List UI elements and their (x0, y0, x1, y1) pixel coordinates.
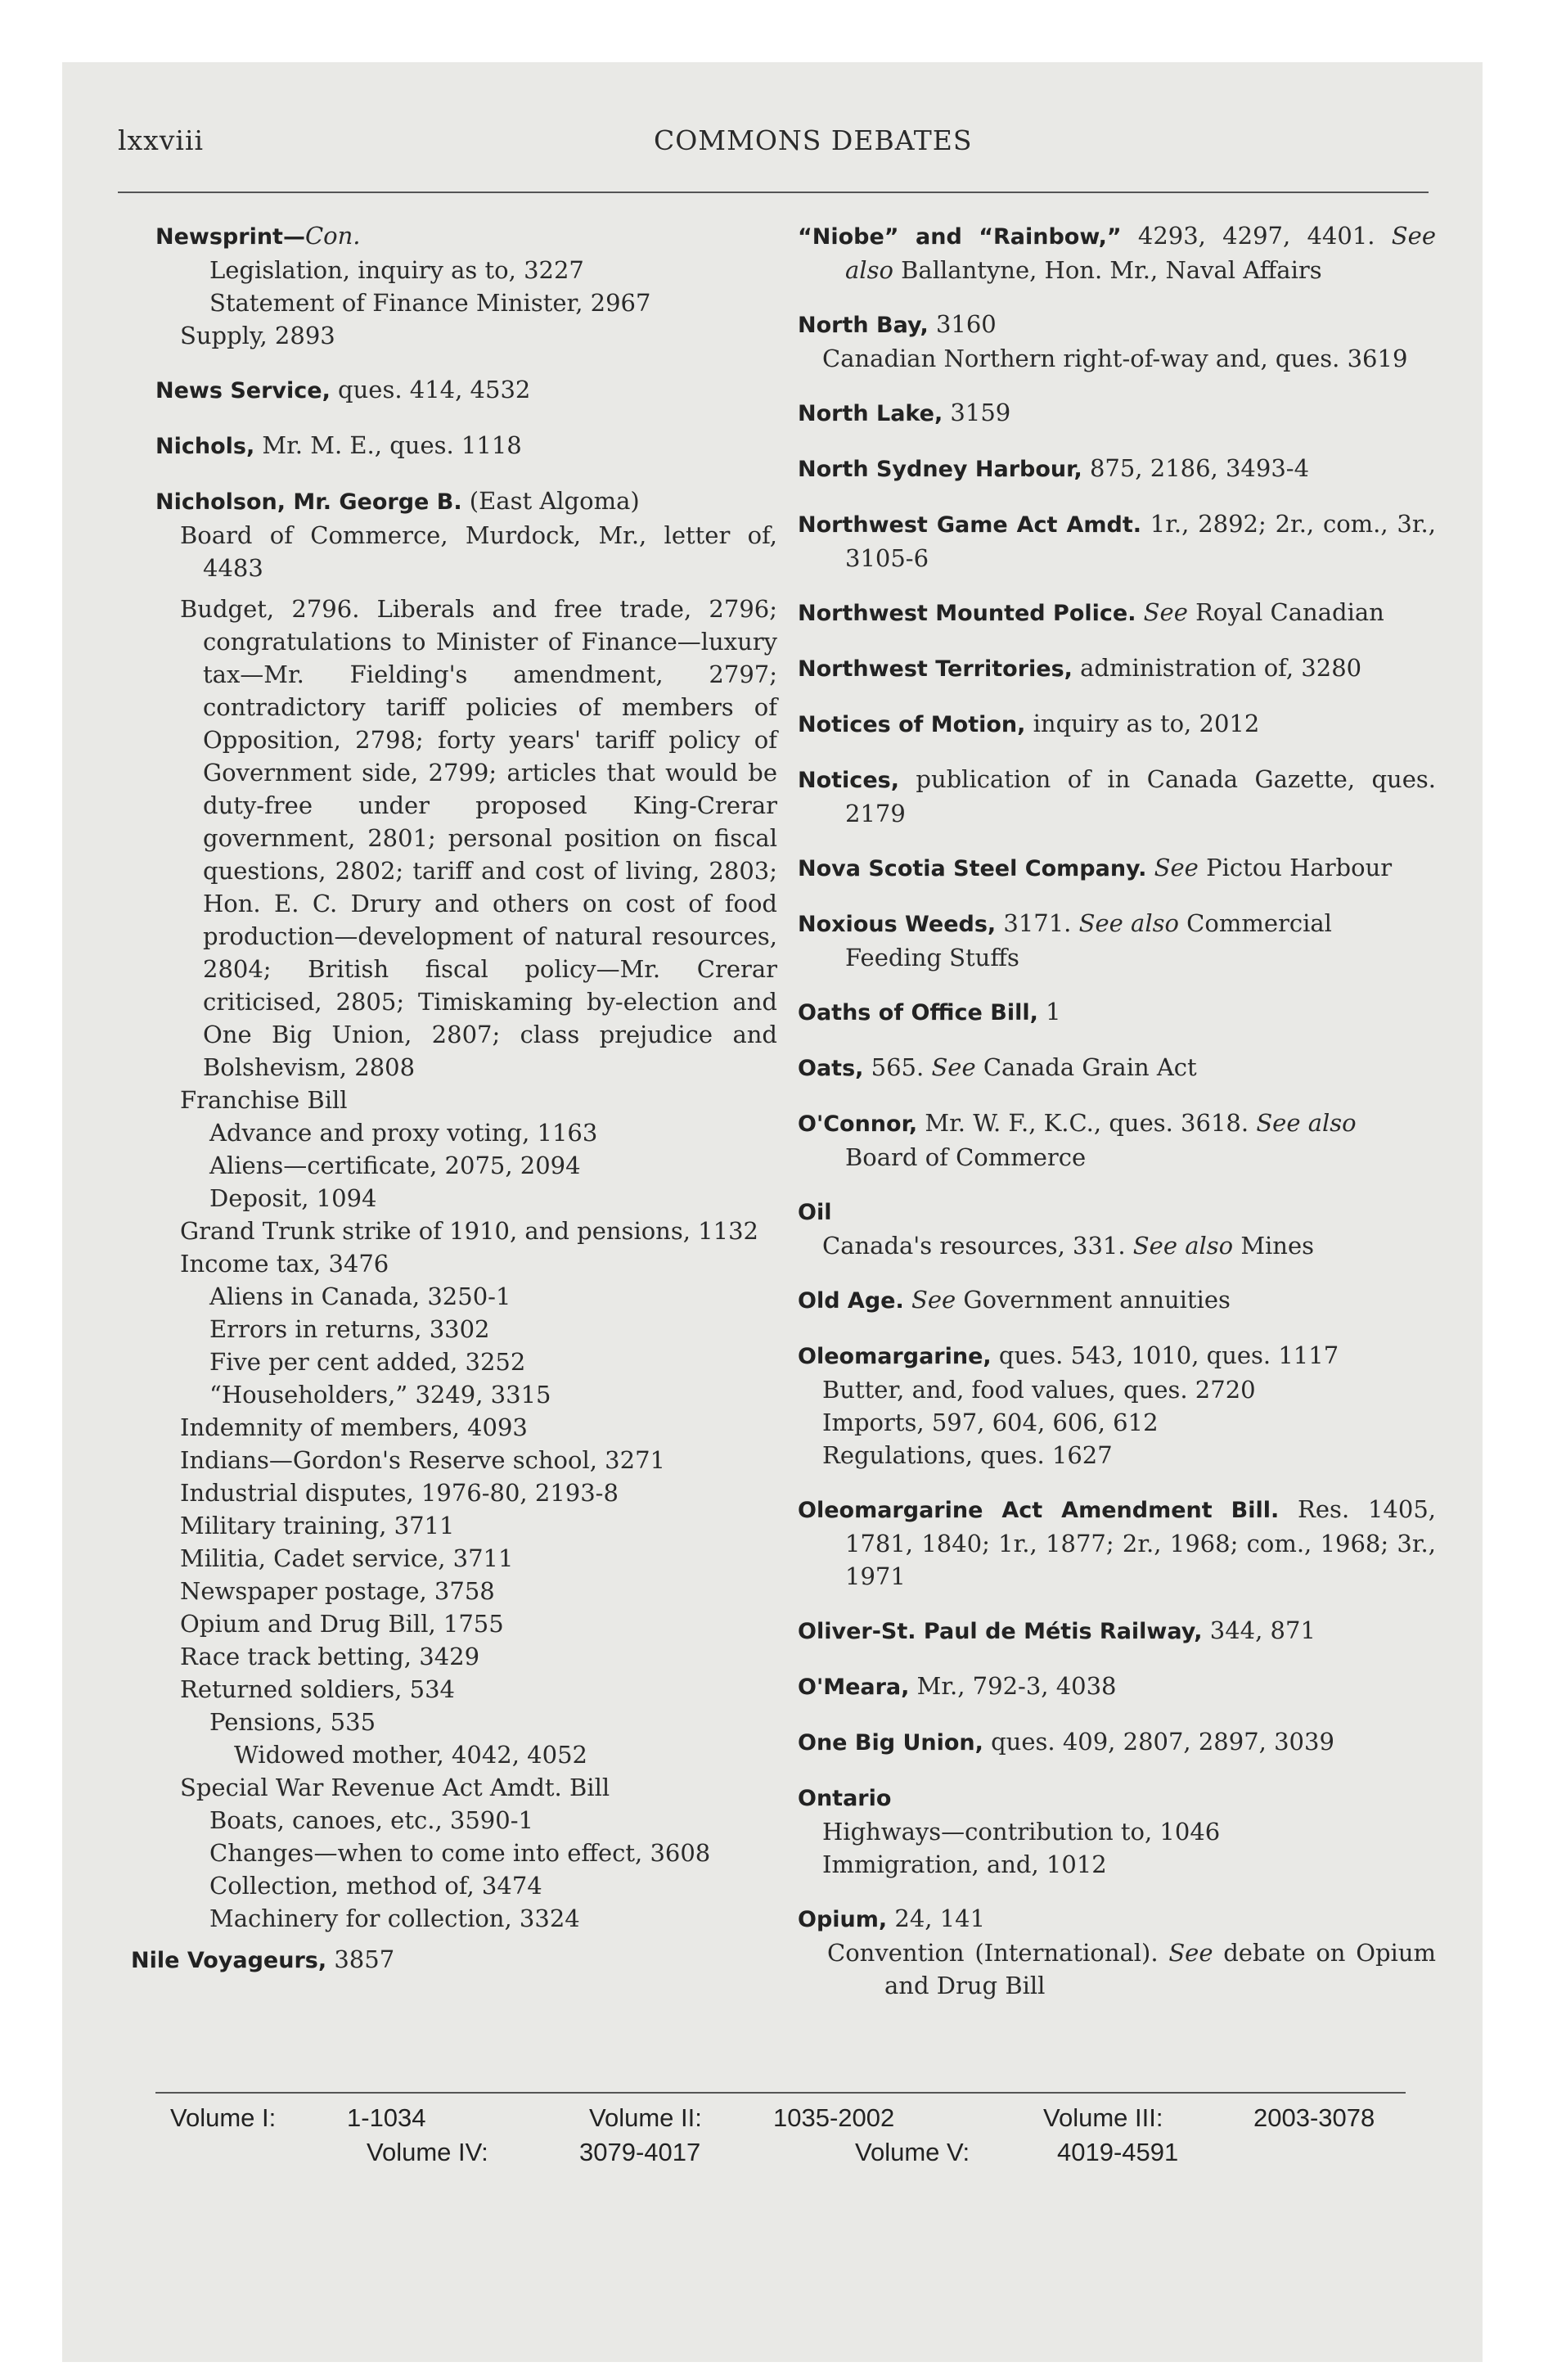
entry-oliver-st-paul: Oliver-St. Paul de Métis Railway, 344, 871 (798, 1616, 1316, 1644)
left-column (131, 219, 777, 1977)
subentry-franchise-bill: Franchise Bill (180, 1086, 348, 1114)
subentry: “Householders,” 3249, 3315 (209, 1381, 551, 1409)
entry-noxious-weeds: Noxious Weeds, 3171. See also Commercial Feeding Stuffs (798, 909, 1332, 971)
subentry-income-tax: Income tax, 3476 (180, 1250, 389, 1278)
subentry: Imports, 597, 604, 606, 612 (822, 1409, 1159, 1436)
entry-opium: Opium, 24, 141 (798, 1904, 986, 1932)
subentry: Legislation, inquiry as to, 3227 (209, 256, 584, 284)
subentry: Militia, Cadet service, 3711 (180, 1544, 514, 1572)
subentry: Pensions, 535 (209, 1708, 376, 1736)
subentry: Military training, 3711 (180, 1512, 455, 1539)
volume-4-label: Volume IV: (367, 2138, 488, 2166)
subentry: Race track betting, 3429 (180, 1643, 480, 1670)
right-column (798, 219, 1436, 2002)
subentry: Immigration, and, 1012 (822, 1850, 1107, 1878)
subentry: Highways—contribution to, 1046 (822, 1818, 1221, 1846)
subentry-grand-trunk: Grand Trunk strike of 1910, and pensions, 1132 (180, 1217, 758, 1245)
entry-oleomargarine-act: Oleomargarine Act Amendment Bill. Res. 1405, 1781, 1840; 1r., 1877; 2r., 1968; com., 1968; 3r., 1971 (798, 1495, 1436, 1590)
subentry: Returned soldiers, 534 (180, 1675, 455, 1703)
subentry: Collection, method of, 3474 (209, 1872, 542, 1900)
subentry: Aliens in Canada, 3250-1 (209, 1282, 511, 1310)
entry-oil: Oil (798, 1200, 832, 1225)
entry-northwest-territories: Northwest Territories, administration of, 3280 (798, 654, 1362, 682)
subentry: Widowed mother, 4042, 4052 (234, 1741, 587, 1769)
entry-oconnor: O'Connor, Mr. W. F., K.C., ques. 3618. See also Board of Commerce (798, 1109, 1357, 1171)
subentry: Indemnity of members, 4093 (180, 1413, 528, 1441)
subentry: Statement of Finance Minister, 2967 (209, 289, 651, 317)
volume-3-range: 2003-3078 (1253, 2103, 1375, 2132)
subentry-board-of-commerce: Board of Commerce, Murdock, Mr., letter of, 4483 (180, 521, 777, 582)
entry-newsprint: Newsprint—Con. (155, 222, 361, 250)
volume-4-range: 3079-4017 (579, 2138, 701, 2166)
subentry-budget: Budget, 2796. Liberals and free trade, 2796; congratulations to Minister of Finance—luxury tax—Mr. Fielding's amendment, 2797; contradictory tariff policies of members of Opposition, 2798; forty years' tariff policy of Government side, 2799; articles that would be duty-free under proposed King-Crerar government, 2801; personal position on fiscal questions, 2802; tariff and cost of living, 2803; Hon. E. C. Drury and others on cost of food production—development of natural resources, 2804; British fiscal policy—Mr. Crerar criticised, 2805; Timiskaming by-election and One Big Union, 2807; class prejudice and Bolshevism, 2808 (180, 595, 777, 1081)
entry-news-service: News Service, ques. 414, 4532 (155, 376, 531, 403)
subentry: Butter, and, food values, ques. 2720 (822, 1376, 1256, 1404)
entry-nile-voyageurs: Nile Voyageurs, 3857 (131, 1945, 395, 1973)
entry-notices-publication: Notices, publication of in Canada Gazette, ques. 2179 (798, 765, 1436, 827)
subentry: Canadian Northern right-of-way and, ques. 3619 (822, 345, 1408, 372)
entry-old-age: Old Age. See Government annuities (798, 1286, 1231, 1314)
entry-north-bay: North Bay, 3160 (798, 310, 997, 338)
volume-2-range: 1035-2002 (773, 2103, 895, 2132)
subentry: Supply, 2893 (180, 322, 335, 349)
subentry: Five per cent added, 3252 (209, 1348, 526, 1376)
entry-notices-of-motion: Notices of Motion, inquiry as to, 2012 (798, 710, 1260, 737)
running-head (118, 124, 1427, 165)
volume-1-label: Volume I: (170, 2103, 277, 2132)
volume-1-range: 1-1034 (347, 2103, 426, 2132)
subentry: Changes—when to come into effect, 3608 (209, 1839, 711, 1867)
subentry: Advance and proxy voting, 1163 (209, 1119, 598, 1147)
entry-omeara: O'Meara, Mr., 792-3, 4038 (798, 1672, 1117, 1700)
entry-niobe: “Niobe” and “Rainbow,” 4293, 4297, 4401. See also Ballantyne, Hon. Mr., Naval Affairs (798, 222, 1436, 284)
entry-oleomargarine: Oleomargarine, ques. 543, 1010, ques. 1117 (798, 1341, 1339, 1369)
subentry: Deposit, 1094 (209, 1184, 377, 1212)
subentry: Indians—Gordon's Reserve school, 3271 (180, 1446, 665, 1474)
entry-oaths-of-office: Oaths of Office Bill, 1 (798, 998, 1061, 1025)
entry-one-big-union: One Big Union, ques. 409, 2807, 2897, 3039 (798, 1728, 1334, 1756)
entry-northwest-game-act: Northwest Game Act Amdt. 1r., 2892; 2r., com., 3r., 3105-6 (798, 510, 1436, 572)
entry-northwest-mounted-police: Northwest Mounted Police. See Royal Canadian (798, 598, 1384, 626)
subentry-special-war-revenue: Special War Revenue Act Amdt. Bill (180, 1774, 610, 1801)
entry-north-sydney: North Sydney Harbour, 875, 2186, 3493-4 (798, 454, 1310, 482)
subentry: Regulations, ques. 1627 (822, 1441, 1113, 1469)
header-divider (118, 192, 1429, 193)
subentry: Boats, canoes, etc., 3590-1 (209, 1806, 533, 1834)
footer-divider (155, 2092, 1406, 2094)
subentry: Aliens—certificate, 2075, 2094 (209, 1152, 581, 1179)
entry-ontario: Ontario (798, 1786, 892, 1811)
subentry: Errors in returns, 3302 (209, 1315, 490, 1343)
volume-5-range: 4019-4591 (1057, 2138, 1179, 2166)
entry-oats: Oats, 565. See Canada Grain Act (798, 1053, 1197, 1081)
page-number: lxxviii (118, 124, 205, 156)
entry-nichols: Nichols, Mr. M. E., ques. 1118 (155, 431, 522, 459)
entry-nicholson: Nicholson, Mr. George B. (East Algoma) (155, 487, 640, 515)
subentry: Convention (International). See debate on Opium and Drug Bill (827, 1939, 1436, 1999)
subentry: Newspaper postage, 3758 (180, 1577, 495, 1605)
page-title: COMMONS DEBATES (654, 124, 973, 156)
volume-5-label: Volume V: (855, 2138, 970, 2166)
subentry: Machinery for collection, 3324 (209, 1904, 580, 1932)
volume-3-label: Volume III: (1043, 2103, 1163, 2132)
subentry: Canada's resources, 331. See also Mines (822, 1232, 1315, 1260)
volume-2-label: Volume II: (589, 2103, 702, 2132)
subentry: Industrial disputes, 1976-80, 2193-8 (180, 1479, 619, 1507)
subentry: Opium and Drug Bill, 1755 (180, 1610, 504, 1638)
entry-north-lake: North Lake, 3159 (798, 399, 1011, 426)
entry-nova-scotia-steel: Nova Scotia Steel Company. See Pictou Harbour (798, 854, 1393, 881)
